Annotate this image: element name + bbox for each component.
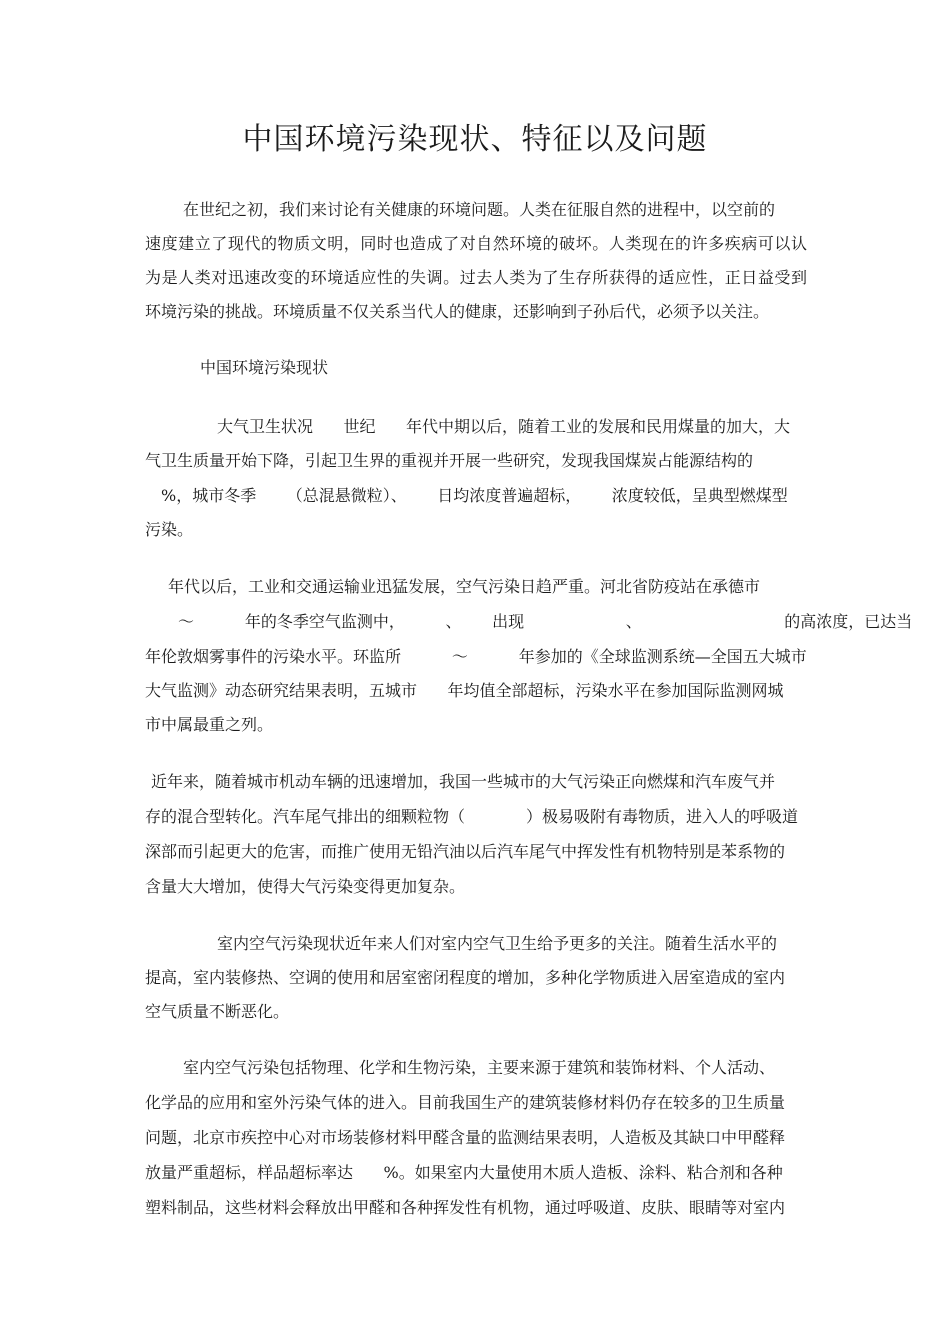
paragraph-line: 环境污染的挑战。环境质量不仅关系当代人的健康，还影响到子孙后代，必须予以关注。 [145, 302, 770, 321]
paragraph-line: 速度建立了现代的物质文明，同时也造成了对自然环境的破坏。人类现在的许多疾病可以认 [145, 234, 807, 253]
paragraph-line: 存的混合型转化。汽车尾气排出的细颗粒物（ ）极易吸附有毒物质，进入人的呼吸道 [145, 807, 799, 826]
paragraph-line: %，城市冬季 （总混悬微粒）、 日均浓度普遍超标， 浓度较低，呈典型燃煤型 [161, 486, 788, 505]
paragraph-line: 为是人类对迅速改变的环境适应性的失调。过去人类为了生存所获得的适应性，正日益受到 [145, 268, 807, 287]
paragraph-line: 年伦敦烟雾事件的污染水平。环监所 ～ 年参加的《全球监测系统—全国五大城市 [145, 647, 807, 666]
paragraph-line: 大气卫生状况 世纪 年代中期以后，随着工业的发展和民用煤量的加大，大 [217, 417, 791, 436]
paragraph-line: 市中属最重之列。 [145, 715, 274, 734]
paragraph-line: 在世纪之初，我们来讨论有关健康的环境问题。人类在征服自然的进程中，以空前的 [183, 200, 776, 219]
paragraph-line: 塑料制品，这些材料会释放出甲醛和各种挥发性有机物，通过呼吸道、皮肤、眼睛等对室内 [145, 1198, 786, 1217]
document-title: 中国环境污染现状、特征以及问题 [242, 122, 708, 157]
paragraph-line: ～ 年的冬季空气监测中， 、 出现 、 的高浓度，已达当 [178, 612, 913, 631]
section-heading: 中国环境污染现状 [200, 358, 329, 377]
paragraph-line: 含量大大增加，使得大气污染变得更加复杂。 [145, 877, 466, 896]
paragraph-line: 深部而引起更大的危害，而推广使用无铅汽油以后汽车尾气中挥发性有机物特别是苯系物的 [145, 842, 786, 861]
paragraph-line: 气卫生质量开始下降，引起卫生界的重视并开展一些研究，发现我国煤炭占能源结构的 [145, 451, 754, 470]
paragraph-line: 问题，北京市疾控中心对市场装修材料甲醛含量的监测结果表明，人造板及其缺口中甲醛释 [145, 1128, 786, 1147]
paragraph-line: 空气质量不断恶化。 [145, 1002, 290, 1021]
paragraph-line: 大气监测》动态研究结果表明，五城市 年均值全部超标，污染水平在参加国际监测网城 [145, 681, 784, 700]
paragraph-line: 室内空气污染包括物理、化学和生物污染，主要来源于建筑和装饰材料、个人活动、 [183, 1058, 776, 1077]
paragraph-line: 室内空气污染现状近年来人们对室内空气卫生给予更多的关注。随着生活水平的 [217, 934, 778, 953]
paragraph-line: 年代以后，工业和交通运输业迅猛发展，空气污染日趋严重。河北省防疫站在承德市 [168, 577, 761, 596]
paragraph-line: 污染。 [145, 520, 194, 539]
paragraph-line: 放量严重超标，样品超标率达 %。如果室内大量使用木质人造板、涂料、粘合剂和各种 [145, 1163, 783, 1182]
paragraph-line: 提高，室内装修热、空调的使用和居室密闭程度的增加，多种化学物质进入居室造成的室内 [145, 968, 786, 987]
paragraph-line: 近年来，随着城市机动车辆的迅速增加，我国一些城市的大气污染正向燃煤和汽车废气并 [151, 772, 776, 791]
paragraph-line: 化学品的应用和室外污染气体的进入。目前我国生产的建筑装修材料仍存在较多的卫生质量 [145, 1093, 786, 1112]
